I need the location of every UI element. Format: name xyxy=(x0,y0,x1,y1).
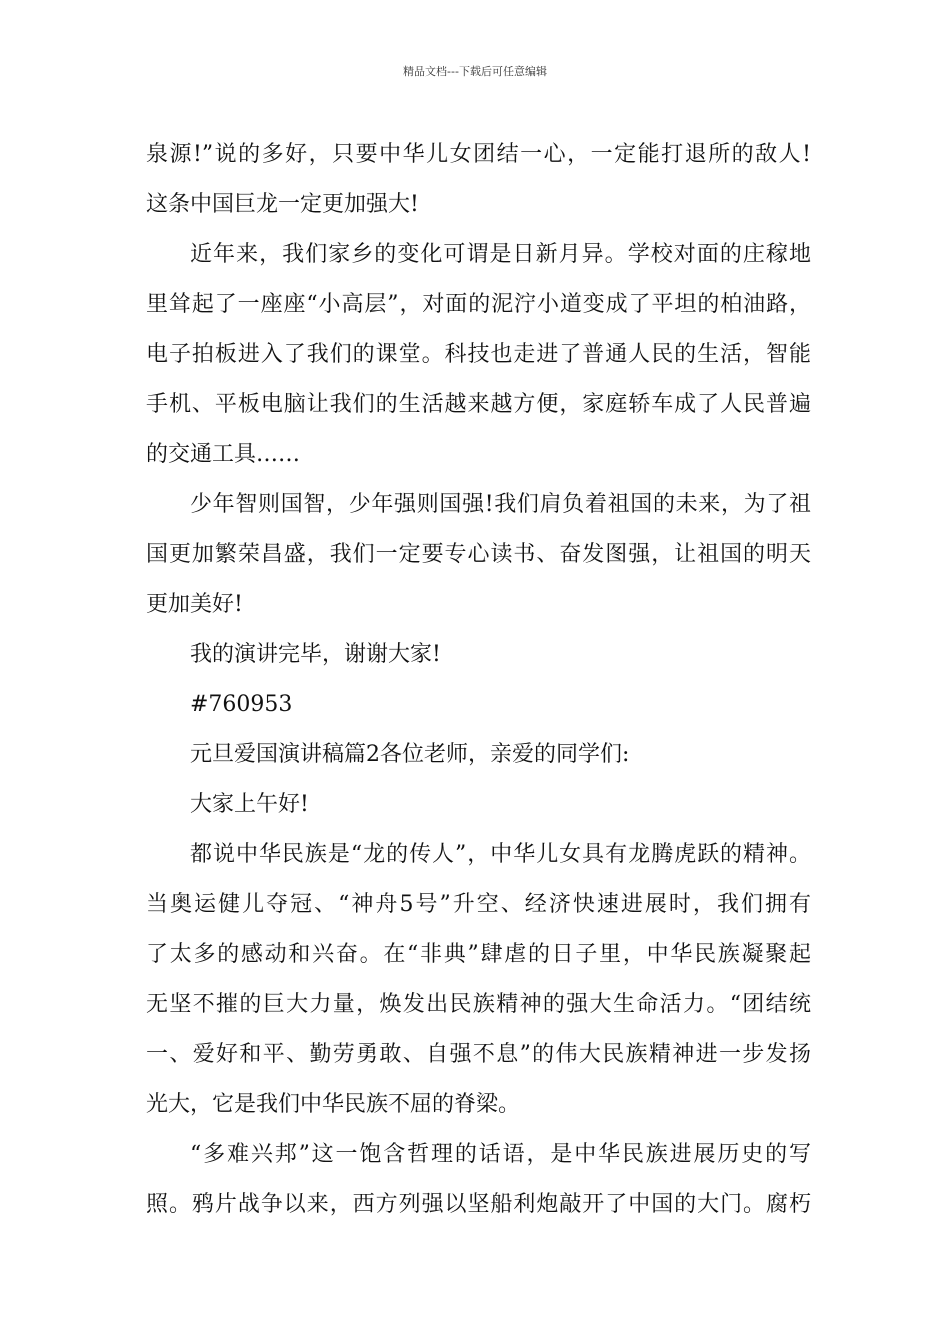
text-line: 无坚不摧的巨大力量，焕发出民族精神的强大生命活力。“团结统 xyxy=(146,992,811,1017)
text-line: 电子拍板进入了我们的课堂。科技也走进了普通人民的生活，智能 xyxy=(146,342,811,367)
text-line: 手机、平板电脑让我们的生活越来越方便，家庭轿车成了人民普遍 xyxy=(146,392,811,417)
text-line: “多难兴邦”这一饱含哲理的话语，是中华民族进展历史的写 xyxy=(190,1142,811,1167)
text-line: 了太多的感动和兴奋。在“非典”肆虐的日子里，中华民族凝聚起 xyxy=(146,942,811,967)
text-line: 元旦爱国演讲稿篇2各位老师，亲爱的同学们: xyxy=(190,742,630,767)
text-line: 的交通工具…… xyxy=(146,442,301,467)
document-body xyxy=(146,130,811,1230)
text-line: 大家上午好! xyxy=(190,792,309,817)
text-line: 里耸起了一座座“小高层”，对面的泥泞小道变成了平坦的柏油路， xyxy=(146,292,811,317)
text-line: 当奥运健儿夺冠、“神舟5号”升空、经济快速进展时，我们拥有 xyxy=(146,892,811,917)
text-line: 国更加繁荣昌盛，我们一定要专心读书、奋发图强，让祖国的明天 xyxy=(146,542,811,567)
text-line: 泉源!”说的多好，只要中华儿女团结一心，一定能打退所的敌人! xyxy=(146,142,811,167)
text-line: 这条中国巨龙一定更加强大! xyxy=(146,192,419,217)
text-line: 都说中华民族是“龙的传人”，中华儿女具有龙腾虎跃的精神。 xyxy=(190,842,811,867)
text-line: 一、爱好和平、勤劳勇敢、自强不息”的伟大民族精神进一步发扬 xyxy=(146,1042,811,1067)
page-header: 精品文档---下载后可任意编辑 xyxy=(403,65,547,78)
text-line: 光大，它是我们中华民族不屈的脊梁。 xyxy=(146,1092,521,1117)
text-line: 我的演讲完毕，谢谢大家! xyxy=(190,642,441,667)
text-line: 近年来，我们家乡的变化可谓是日新月异。学校对面的庄稼地 xyxy=(190,242,811,267)
text-line: 更加美好! xyxy=(146,592,243,617)
text-line: 照。鸦片战争以来，西方列强以坚船利炮敲开了中国的大门。腐朽 xyxy=(146,1192,811,1217)
text-line: 少年智则国智，少年强则国强!我们肩负着祖国的未来，为了祖 xyxy=(190,492,811,517)
text-line: #760953 xyxy=(190,692,293,717)
